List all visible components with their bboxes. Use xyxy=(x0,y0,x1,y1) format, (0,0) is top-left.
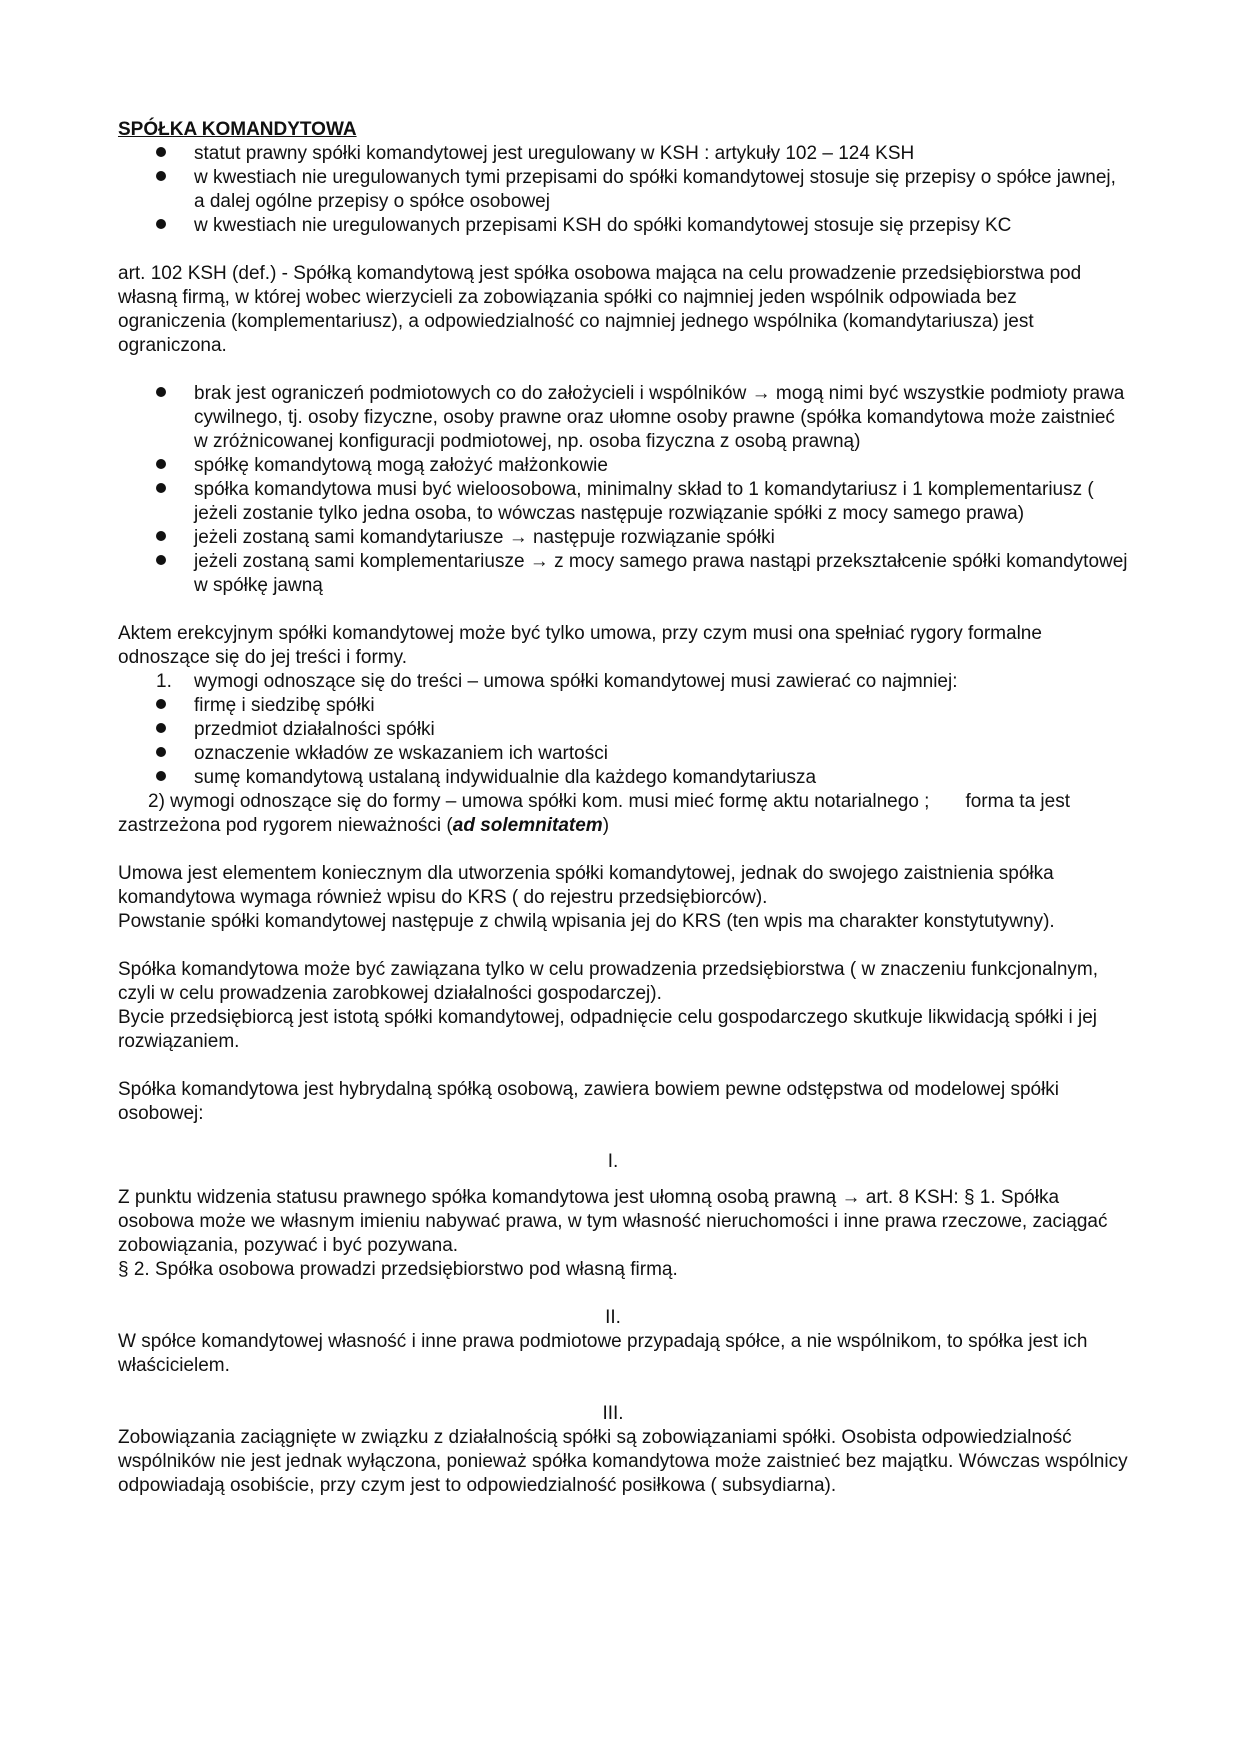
spacer xyxy=(118,1054,1128,1078)
list-item: jeżeli zostaną sami komandytariusze → następuje rozwiązanie spółki xyxy=(156,526,1128,550)
item-text: wymogi odnoszące się do treści – umowa spółki komandytowej musi zawierać co najmniej: xyxy=(194,671,958,692)
list-item: przedmiot działalności spółki xyxy=(156,718,1128,742)
list-item: spółka komandytowa musi być wieloosobowa, minimalny skład to 1 komandytariusz i 1 komplementariusz ( jeżeli zostanie tylko jedna osoba, to wówczas następuje rozwiązanie spółki z mocy samego prawa) xyxy=(156,478,1128,526)
document-body xyxy=(118,118,1128,1498)
list-item: firmę i siedzibę spółki xyxy=(156,694,1128,718)
spacer xyxy=(118,1378,1128,1402)
krs-paragraph-1: Umowa jest elementem koniecznym dla utworzenia spółki komandytowej, jednak do swojego zaistnienia spółka komandytowa wymaga również wpisu do KRS ( do rejestru przedsiębiorców). xyxy=(118,863,1054,908)
numbered-item-1 xyxy=(118,670,1128,694)
spacer xyxy=(118,358,1128,382)
numbered-item-2 xyxy=(118,790,1128,838)
intro-bullet-list xyxy=(118,142,1128,238)
purpose-paragraph-1: Spółka komandytowa może być zawiązana tylko w celu prowadzenia przedsiębiorstwa ( w znaczeniu funkcjonalnym, czyli w celu prowadzenia zarobkowej działalności gospodarczej). xyxy=(118,959,1099,1004)
act-intro-paragraph: Aktem erekcyjnym spółki komandytowej może być tylko umowa, przy czym musi ona spełniać rygory formalne odnoszące się do jej treści i formy. xyxy=(118,623,1042,668)
list-item: spółkę komandytową mogą założyć małżonkowie xyxy=(156,454,1128,478)
list-item: statut prawny spółki komandytowej jest uregulowany w KSH : artykuły 102 – 124 KSH xyxy=(156,142,1128,166)
item-text: 2) wymogi odnoszące się do formy – umowa spółki kom. musi mieć formę aktu notarialnego ; xyxy=(148,791,930,812)
section-numeral: I. xyxy=(607,1151,619,1172)
item-text-end: ) xyxy=(602,815,610,836)
item-number: 1. xyxy=(156,671,172,692)
list-item: brak jest ograniczeń podmiotowych co do założycieli i wspólników → mogą nimi być wszystkie podmioty prawa cywilnego, tj. osoby fizyczne, osoby prawne oraz ułomne osoby prawne (spółka komandytowa może zaistnieć w zróżnicowanej konfiguracji podmiotowej, np. osoba fizyczna z osobą prawną) xyxy=(156,382,1128,454)
section-2-paragraph: W spółce komandytowej własność i inne prawa podmiotowe przypadają spółce, a nie wspólnikom, to spółka jest ich właścicielem. xyxy=(118,1331,1088,1376)
list-item: sumę komandytową ustalaną indywidualnie dla każdego komandytariusza xyxy=(156,766,1128,790)
list-item: jeżeli zostaną sami komplementariusze → z mocy samego prawa nastąpi przekształcenie spółki komandytowej w spółkę jawną xyxy=(156,550,1128,598)
hybrid-paragraph: Spółka komandytowa jest hybrydalną spółką osobową, zawiera bowiem pewne odstępstwa od modelowej spółki osobowej: xyxy=(118,1079,1060,1124)
item-text-cont: forma ta jest zastrzeżona pod rygorem nieważności ( xyxy=(118,791,1070,836)
spacer xyxy=(118,1174,1128,1186)
document-title: SPÓŁKA KOMANDYTOWA xyxy=(118,119,357,140)
spacer xyxy=(118,1126,1128,1150)
spacer xyxy=(118,238,1128,262)
spacer xyxy=(118,1282,1128,1306)
spacer xyxy=(118,838,1128,862)
section-1-paragraph: Z punktu widzenia statusu prawnego spółka komandytowa jest ułomną osobą prawną → art. 8 KSH: § 1. Spółka osobowa może we własnym imieniu nabywać prawa, w tym własność nieruchomości i inne prawa rzeczowe, zaciągać zobowiązania, pozywać i być pozywana. xyxy=(118,1187,1108,1256)
features-bullet-list xyxy=(118,382,1128,598)
section-numeral: III. xyxy=(602,1403,624,1424)
purpose-paragraph-2: Bycie przedsiębiorcą jest istotą spółki komandytowej, odpadnięcie celu gospodarczego skutkuje likwidacją spółki i jej rozwiązaniem. xyxy=(118,1007,1098,1052)
section-3-paragraph: Zobowiązania zaciągnięte w związku z działalnością spółki są zobowiązaniami spółki. Osobista odpowiedzialność wspólników nie jest jednak wyłączona, ponieważ spółka komandytowa może zaistnieć bez majątku. Wówczas wspólnicy odpowiadają osobiście, przy czym jest to odpowiedzialność posiłkowa ( subsydiarna). xyxy=(118,1427,1128,1496)
section-numeral: II. xyxy=(605,1307,621,1328)
spacer xyxy=(118,934,1128,958)
list-item: oznaczenie wkładów ze wskazaniem ich wartości xyxy=(156,742,1128,766)
spacer xyxy=(118,598,1128,622)
list-item: w kwestiach nie uregulowanych tymi przepisami do spółki komandytowej stosuje się przepisy o spółce jawnej, a dalej ogólne przepisy o spółce osobowej xyxy=(156,166,1128,214)
definition-paragraph: art. 102 KSH (def.) - Spółką komandytową jest spółka osobowa mająca na celu prowadzenie przedsiębiorstwa pod własną firmą, w której wobec wierzycieli za zobowiązania spółki co najmniej jeden wspólnik odpowiada bez ograniczenia (komplementariusz), a odpowiedzialność co najmniej jednego wspólnika (komandytariusza) jest ograniczona. xyxy=(118,263,1082,356)
krs-paragraph-2: Powstanie spółki komandytowej następuje z chwilą wpisania jej do KRS (ten wpis ma charakter konstytutywny). xyxy=(118,911,1055,932)
latin-term: ad solemnitatem xyxy=(452,815,603,836)
list-item: w kwestiach nie uregulowanych przepisami KSH do spółki komandytowej stosuje się przepisy KC xyxy=(156,214,1128,238)
section-1-paragraph-2: § 2. Spółka osobowa prowadzi przedsiębiorstwo pod własną firmą. xyxy=(118,1259,678,1280)
content-requirements-list xyxy=(118,694,1128,790)
